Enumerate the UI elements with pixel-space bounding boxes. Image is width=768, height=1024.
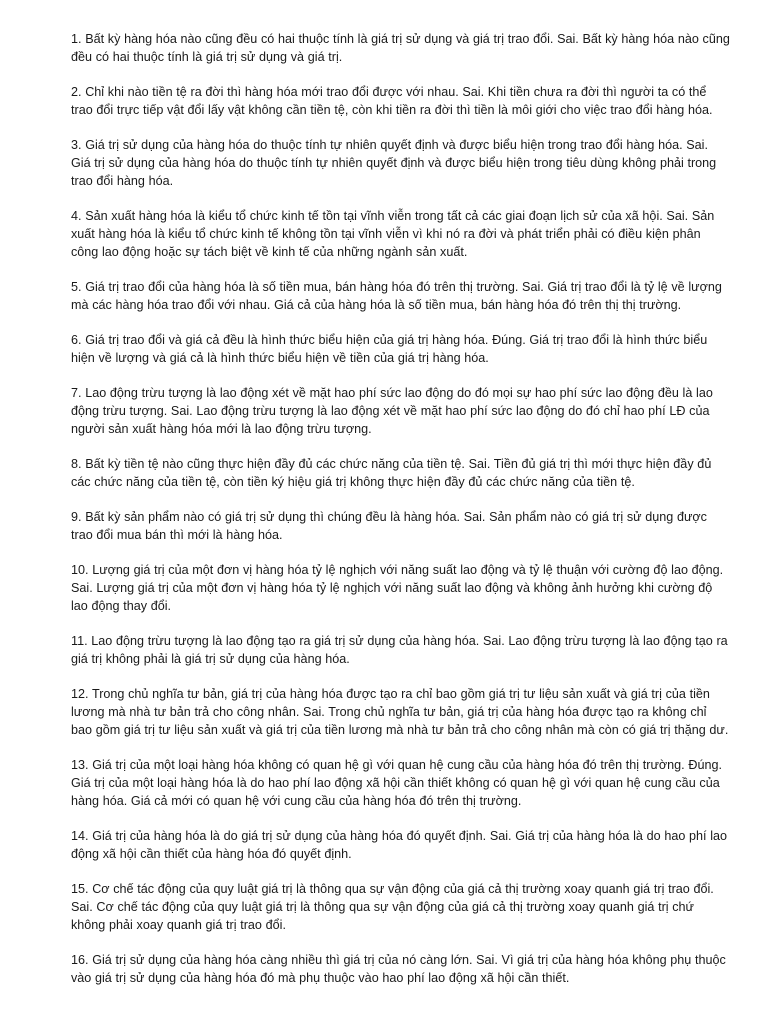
- statement-16: 16. Giá trị sử dụng của hàng hóa càng nhiều thì giá trị của nó càng lớn. Sai. Vì giá trị của hàng hóa không phụ thuộc vào giá trị sử dụng của hàng hóa đó mà phụ thuộc vào hao phí lao động xã hội cần thiết.: [71, 953, 726, 985]
- statement-7: 7. Lao động trừu tượng là lao động xét về mặt hao phí sức lao động do đó mọi sự hao phí sức lao động đều là lao động trừu tượng. Sai. Lao động trừu tượng là lao động xét về mặt hao phí sức lao động do đó chỉ hao phí LĐ của người sản xuất hàng hóa mới là lao động trừu tượng.: [71, 386, 713, 436]
- statement-6: 6. Giá trị trao đổi và giá cả đều là hình thức biểu hiện của giá trị hàng hóa. Đúng. Giá trị trao đổi là hình thức biểu hiện về lượng và giá cả là hình thức biểu hiện về tiền của giá trị hàng hóa.: [71, 333, 708, 365]
- statement-14: 14. Giá trị của hàng hóa là do giá trị sử dụng của hàng hóa đó quyết định. Sai. Giá trị của hàng hóa là do hao phí lao động xã hội cần thiết của hàng hóa đó quyết định.: [71, 829, 728, 861]
- document-page: [71, 30, 731, 987]
- statement-3: 3. Giá trị sử dụng của hàng hóa do thuộc tính tự nhiên quyết định và được biểu hiện trong trao đổi hàng hóa. Sai. Giá trị sử dụng của hàng hóa do thuộc tính tự nhiên quyết định và được biểu hiện trong tiêu dùng không phải trong trao đổi hàng hóa.: [71, 138, 717, 188]
- statement-12: 12. Trong chủ nghĩa tư bản, giá trị của hàng hóa được tạo ra chỉ bao gồm giá trị tư liệu sản xuất và giá trị của tiền lương mà nhà tư bản trả cho công nhân. Sai. Trong chủ nghĩa tư bản, giá trị của hàng hóa được tạo ra không chỉ bao gồm giá trị tư liệu sản xuất và giá trị của tiền lương mà nhà tư bản trả cho công nhân mà còn có giá trị thặng dư.: [71, 687, 729, 737]
- statement-11: 11. Lao động trừu tượng là lao động tạo ra giá trị sử dụng của hàng hóa. Sai. Lao động trừu tượng là lao động tạo ra giá trị không phải là giá trị sử dụng của hàng hóa.: [71, 634, 728, 666]
- statement-1: 1. Bất kỳ hàng hóa nào cũng đều có hai thuộc tính là giá trị sử dụng và giá trị trao đổi. Sai. Bất kỳ hàng hóa nào cũng đều có hai thuộc tính là giá trị sử dụng và giá trị.: [71, 32, 730, 64]
- statement-13: 13. Giá trị của một loại hàng hóa không có quan hệ gì với quan hệ cung cầu của hàng hóa đó trên thị trường. Đúng. Giá trị của một loại hàng hóa là do hao phí lao động xã hội cần thiết không có quan hệ gì với quan hệ cung cầu của hàng hóa. Giá cả mới có quan hệ với cung cầu của hàng hóa đó trên thị trường.: [71, 758, 722, 808]
- statement-4: 4. Sản xuất hàng hóa là kiểu tổ chức kinh tế tồn tại vĩnh viễn trong tất cả các giai đoạn lịch sử của xã hội. Sai. Sản xuất hàng hóa là kiểu tổ chức kinh tế không tồn tại vĩnh viễn vì khi nó ra đời và phát triển phải có điều kiện phân công lao động hoặc sự tách biệt về kinh tế của những ngành sản xuất.: [71, 209, 715, 259]
- statement-8: 8. Bất kỳ tiền tệ nào cũng thực hiện đầy đủ các chức năng của tiền tệ. Sai. Tiền đủ giá trị thì mới thực hiện đầy đủ các chức năng của tiền tệ, còn tiền ký hiệu giá trị không thực hiện đầy đủ các chức năng của tiền tệ.: [71, 457, 712, 489]
- statement-5: 5. Giá trị trao đổi của hàng hóa là số tiền mua, bán hàng hóa đó trên thị trường. Sai. Giá trị trao đổi là tỷ lệ về lượng mà các hàng hóa trao đổi với nhau. Giá cả của hàng hóa là số tiền mua, bán hàng hóa đó trên thị thị trường.: [71, 280, 722, 312]
- statement-9: 9. Bất kỳ sản phẩm nào có giá trị sử dụng thì chúng đều là hàng hóa. Sai. Sản phẩm nào có giá trị sử dụng được trao đổi mua bán thì mới là hàng hóa.: [71, 510, 707, 542]
- statement-10: 10. Lượng giá trị của một đơn vị hàng hóa tỷ lệ nghịch với năng suất lao động và tỷ lệ thuận với cường độ lao động. Sai. Lượng giá trị của một đơn vị hàng hóa tỷ lệ nghịch với năng suất lao động và không ảnh hưởng khi cường độ lao động thay đổi.: [71, 563, 724, 613]
- statement-15: 15. Cơ chế tác động của quy luật giá trị là thông qua sự vận động của giá cả thị trường xoay quanh giá trị trao đổi. Sai. Cơ chế tác động của quy luật giá trị là thông qua sự vận động của giá cả thị trường xoay quanh giá trị chứ không phải xoay quanh giá trị trao đổi.: [71, 882, 714, 932]
- statement-2: 2. Chỉ khi nào tiền tệ ra đời thì hàng hóa mới trao đổi được với nhau. Sai. Khi tiền chưa ra đời thì người ta có thể trao đổi trực tiếp vật đổi lấy vật không cần tiền tệ, còn khi tiền ra đời thì tiền là môi giới cho việc trao đổi hàng hóa.: [71, 85, 713, 117]
